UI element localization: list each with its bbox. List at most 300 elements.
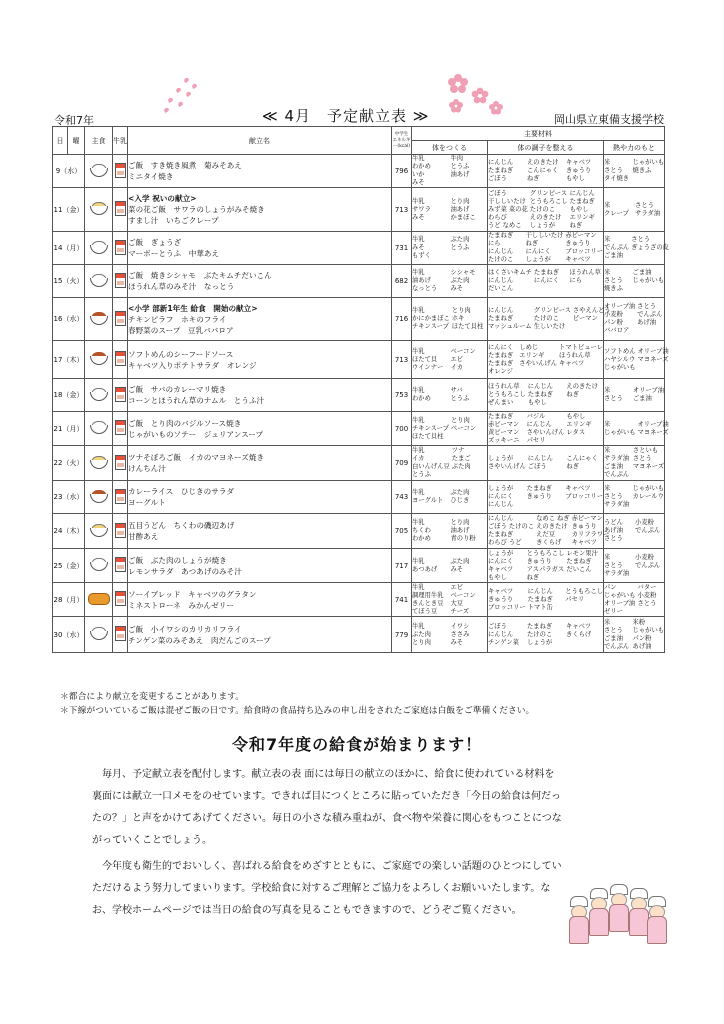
milk-carton-icon bbox=[115, 626, 126, 641]
ingredient: キャベツ bbox=[566, 622, 592, 630]
ingredient: ごぼう bbox=[488, 175, 507, 182]
ingredient: ぶた肉 bbox=[450, 236, 470, 243]
col-condition: 体の調子を整える bbox=[488, 141, 604, 155]
milk-carton-icon bbox=[115, 387, 126, 402]
ingredient: さやいんげん bbox=[488, 463, 526, 470]
menu-item: カレーライス ひじきのサラダ bbox=[128, 487, 234, 496]
ingredient: えのきたけ bbox=[566, 383, 598, 390]
ingredient: 油あげ bbox=[412, 277, 431, 284]
page-title: ≪ 4月 予定献立表 ≫ bbox=[262, 107, 430, 125]
ingredient: たまねぎ bbox=[533, 269, 560, 276]
ingredient: 白いんげん豆 bbox=[412, 463, 450, 470]
ingredient: ぶた肉 bbox=[451, 463, 471, 470]
ing-energy bbox=[604, 232, 669, 265]
ingredient: ソフトめん bbox=[604, 347, 636, 355]
ingredient: カレールウ bbox=[632, 493, 664, 500]
ingredient: にんにく bbox=[533, 277, 560, 284]
ingredient: キャベツ bbox=[565, 485, 591, 492]
message-body bbox=[92, 764, 562, 926]
ingredient: 焼きふ bbox=[604, 285, 623, 292]
ingredient: みそ bbox=[412, 179, 425, 186]
staple-icon-cell bbox=[85, 298, 113, 341]
ingredient: オリーブ油 bbox=[632, 387, 665, 394]
milk-carton-icon bbox=[115, 420, 126, 435]
ingredient: たまねぎ bbox=[488, 232, 514, 239]
menu-item: ソーイブレッド キャベツのグラタン bbox=[128, 589, 257, 599]
ingredient: サラダ油 bbox=[604, 501, 630, 508]
ingredient: 米 bbox=[604, 159, 611, 166]
ingredient: オリーブ油 bbox=[604, 303, 636, 310]
menu-item: ミニタイ焼き bbox=[128, 172, 174, 181]
ing-energy bbox=[604, 583, 665, 617]
milk-carton-icon bbox=[115, 455, 126, 470]
kcal-value: 713 bbox=[392, 341, 412, 379]
ing-body bbox=[412, 583, 488, 617]
ingredient: キャベツ bbox=[566, 159, 592, 166]
ingredient bbox=[633, 501, 664, 509]
menu-item: マーボーとうふ 中華あえ bbox=[128, 249, 220, 258]
ing-condition bbox=[488, 155, 604, 188]
menu-cell bbox=[128, 188, 392, 232]
ingredient: マヨネーズ bbox=[632, 463, 665, 470]
ingredient: みそ bbox=[412, 213, 425, 221]
kcal-value: 709 bbox=[392, 446, 412, 481]
ing-body bbox=[412, 298, 488, 341]
ingredient: さとう bbox=[637, 599, 657, 607]
menu-item: けんちん汁 bbox=[128, 464, 166, 473]
menu-item: すまし汁 いちごクレープ bbox=[128, 216, 219, 225]
ingredient: エリンギ bbox=[519, 351, 545, 359]
staple-icon-cell bbox=[85, 412, 113, 446]
kcal-value: 713 bbox=[392, 188, 412, 232]
ingredient: バジル bbox=[526, 412, 546, 420]
ingredient: イカ bbox=[412, 455, 425, 462]
footnote-1: ＊都合により献立を変更することがあります。 bbox=[60, 692, 245, 702]
ingredient: ねぎ bbox=[525, 240, 539, 247]
ingredient: もずく bbox=[412, 252, 431, 259]
ingredient: とり肉 bbox=[451, 307, 471, 314]
ingredient: パン bbox=[604, 583, 617, 591]
ingredient: ベーコン bbox=[450, 424, 477, 432]
menu-item: ご飯 とり肉のバジルソース焼き bbox=[128, 418, 242, 428]
col-body: 体をつくる bbox=[412, 141, 488, 155]
ingredient: 米 bbox=[604, 269, 611, 276]
ingredient: しょうが bbox=[529, 221, 555, 229]
ingredient: きんとき豆 bbox=[412, 599, 444, 607]
ingredient: ごま油 bbox=[632, 269, 652, 276]
ingredient: 米粉 bbox=[632, 618, 646, 626]
staple-icon-cell bbox=[85, 232, 113, 265]
ingredient: 赤ピーマン bbox=[571, 515, 603, 522]
staple-icon-cell bbox=[85, 549, 113, 583]
message-paragraph-2: 今年度も衛生的でおいしく、喜ばれる給食をめざすとともに、ご家庭での楽しい話題のひとつにしていただけるよう努力してまいります。学校給食に対するご理解とご協力をよろしくお願いいたします。なお、学校ホームページでは当日の給食の写真を見ることもできますので、どうぞご覧ください。 bbox=[92, 861, 562, 916]
col-staple: 主食 bbox=[85, 127, 113, 155]
ingredient: 牛乳 bbox=[412, 155, 425, 162]
ingredient: パン粉 bbox=[604, 319, 623, 326]
ingredient: たまねぎ bbox=[488, 412, 514, 420]
ingredient: じゃがいも bbox=[632, 626, 665, 634]
ing-condition bbox=[488, 188, 604, 232]
ingredient: 小麦粉 bbox=[637, 591, 657, 599]
ingredient: 牛乳 bbox=[412, 557, 425, 565]
ingredient: てぼう豆 bbox=[412, 607, 438, 615]
noodle-bowl-icon bbox=[89, 524, 109, 537]
ingredient: 米 bbox=[604, 236, 611, 243]
milk-icon-cell bbox=[113, 265, 128, 298]
ingredient: さとう bbox=[604, 561, 623, 569]
milk-icon-cell bbox=[113, 481, 128, 514]
menu-item: ご飯 ぶた肉のしょうが焼き bbox=[128, 555, 227, 565]
ing-condition bbox=[488, 583, 604, 617]
ing-energy bbox=[604, 265, 665, 298]
staple-icon-cell bbox=[85, 446, 113, 481]
noodle-bowl-icon bbox=[89, 456, 109, 469]
ingredient: うど なめこ bbox=[488, 221, 522, 229]
ingredient: わかめ bbox=[412, 535, 431, 542]
ingredient: えのきたけ bbox=[536, 523, 568, 530]
ing-body bbox=[412, 232, 488, 265]
ingredient: 油あげ bbox=[450, 171, 470, 178]
ing-condition bbox=[488, 298, 611, 341]
ingredient: さやえんどう bbox=[572, 307, 611, 314]
milk-carton-icon bbox=[115, 163, 126, 178]
ingredient: しょうが bbox=[488, 549, 514, 557]
ingredient: キャベツ bbox=[559, 359, 585, 367]
staple-icon-cell bbox=[85, 617, 113, 653]
ingredient: うどん bbox=[604, 519, 623, 526]
menu-item: ご飯 すき焼き風煮 菊みそあえ bbox=[128, 161, 242, 170]
menu-row bbox=[53, 514, 665, 549]
milk-icon-cell bbox=[113, 446, 128, 481]
kcal-value: 779 bbox=[392, 617, 412, 653]
ingredient bbox=[637, 364, 668, 372]
ing-energy bbox=[604, 514, 665, 549]
ingredient: じゃがいも bbox=[632, 159, 665, 166]
school-name: 岡山県立東備支援学校 bbox=[554, 113, 664, 126]
ingredient bbox=[451, 433, 487, 441]
menu-item: ミネストローネ みかんゼリー bbox=[128, 600, 234, 610]
ingredient: たまねぎ bbox=[526, 485, 552, 492]
ingredient: ババロア bbox=[604, 327, 630, 334]
ingredient: とうふ bbox=[412, 471, 431, 478]
rice-bowl-icon bbox=[89, 241, 109, 254]
ingredient: チキンスープ bbox=[412, 323, 449, 330]
ingredient bbox=[565, 604, 603, 612]
staff-person-icon bbox=[628, 888, 648, 934]
ing-body bbox=[412, 481, 488, 514]
ing-energy bbox=[604, 481, 665, 514]
ingredient: ブロッコリー bbox=[488, 603, 526, 611]
ingredient: とり肉 bbox=[412, 638, 431, 646]
ingredient bbox=[635, 570, 664, 578]
staff-person-icon bbox=[568, 896, 588, 942]
rice-bowl-icon bbox=[89, 274, 109, 287]
ingredient: 牛乳 bbox=[412, 519, 425, 526]
ingredient: きゅうり bbox=[571, 523, 597, 530]
ingredient: さとう bbox=[604, 277, 623, 284]
milk-icon-cell bbox=[113, 232, 128, 265]
ingredient bbox=[451, 252, 488, 260]
ing-energy bbox=[604, 298, 665, 341]
ingredient: ウインナー bbox=[412, 363, 444, 371]
ing-condition bbox=[488, 617, 604, 653]
ingredient: みそ bbox=[450, 638, 464, 646]
ingredient: ごぼう bbox=[488, 622, 507, 630]
ingredient: さとう bbox=[604, 493, 623, 500]
ingredient bbox=[633, 471, 664, 479]
ing-body bbox=[412, 412, 488, 446]
staff-person-icon bbox=[646, 896, 666, 942]
menu-cell bbox=[128, 341, 392, 379]
milk-carton-icon bbox=[115, 591, 126, 606]
ing-condition bbox=[488, 514, 610, 549]
ingredient: しょうが bbox=[525, 256, 551, 263]
menu-item: キャベツ入りポテトサラダ オレンジ bbox=[128, 360, 257, 370]
ingredient: サラダ油 bbox=[604, 455, 630, 462]
ingredient: キャベツ bbox=[565, 256, 591, 263]
row-date: 17（木） bbox=[53, 341, 85, 379]
ingredient: にんじん bbox=[488, 630, 514, 638]
ing-condition bbox=[488, 412, 604, 446]
ingredient: でんぷん bbox=[604, 244, 630, 251]
ingredient: ささみ bbox=[450, 630, 470, 638]
ingredient: なめこ ねぎ bbox=[536, 515, 570, 522]
ingredient: じゃがいも bbox=[604, 428, 636, 436]
row-date: 9（水） bbox=[53, 155, 85, 188]
ingredient: さやいんげん bbox=[519, 359, 558, 367]
rice-bowl-icon bbox=[89, 627, 109, 640]
menu-row bbox=[53, 412, 665, 446]
ingredient: 牛乳 bbox=[412, 236, 425, 243]
ingredient: たまねぎ bbox=[488, 531, 514, 538]
ing-body bbox=[412, 617, 488, 653]
ingredient: にんじん bbox=[527, 587, 553, 595]
ingredient: ねぎ bbox=[527, 175, 540, 182]
milk-icon-cell bbox=[113, 412, 128, 446]
menu-item: ツナそぼろご飯 イカのマヨネーズ焼き bbox=[128, 453, 265, 462]
ingredient bbox=[631, 252, 669, 260]
ing-body bbox=[412, 446, 488, 481]
row-date: 11（金） bbox=[53, 188, 85, 232]
ingredient: かまぼこ bbox=[450, 213, 476, 221]
ing-condition bbox=[488, 265, 604, 298]
col-milk: 牛乳 bbox=[113, 127, 128, 155]
milk-carton-icon bbox=[115, 523, 126, 538]
ingredient: 干ししいたけ bbox=[525, 232, 564, 239]
ingredient: さとう bbox=[637, 303, 657, 310]
ingredient: あげ油 bbox=[637, 319, 657, 326]
staple-icon-cell bbox=[85, 341, 113, 379]
kcal-value: 741 bbox=[392, 583, 412, 617]
ingredient: きゅうり bbox=[526, 557, 552, 565]
ing-body bbox=[412, 514, 488, 549]
col-day: 日 bbox=[53, 127, 68, 155]
milk-icon-cell bbox=[113, 155, 128, 188]
ingredient: でんぷん bbox=[604, 471, 630, 478]
ingredient bbox=[565, 501, 603, 509]
ingredient: でんぷん bbox=[604, 642, 630, 650]
menu-item: ソフトめんのシーフードソース bbox=[128, 349, 234, 359]
milk-carton-icon bbox=[115, 311, 126, 326]
ingredient: ひじき bbox=[450, 497, 470, 504]
staff-person-icon bbox=[608, 884, 628, 930]
ingredient: ごま油 bbox=[632, 395, 652, 402]
milk-icon-cell bbox=[113, 617, 128, 653]
milk-carton-icon bbox=[115, 273, 126, 288]
ingredient: 牛肉 bbox=[450, 155, 464, 162]
era-label: 令和7年 bbox=[54, 114, 94, 127]
ingredient: みそ bbox=[412, 244, 425, 251]
curry-plate-icon bbox=[89, 490, 109, 503]
milk-icon-cell bbox=[113, 188, 128, 232]
ingredient: さとう bbox=[635, 201, 654, 209]
milk-icon-cell bbox=[113, 549, 128, 583]
ingredient: たまご bbox=[451, 455, 471, 462]
message-title: 令和7年度の給食が始まります！ bbox=[232, 735, 483, 754]
ingredient: オリーブ油 bbox=[637, 347, 669, 355]
ingredient: ハヤシルウ bbox=[604, 355, 636, 363]
kcal-value: 682 bbox=[392, 265, 412, 298]
ingredient: エビ bbox=[450, 355, 464, 363]
ingredient: エリンギ bbox=[566, 420, 592, 428]
ingredient: あげ油 bbox=[604, 527, 623, 534]
menu-item: <入学 祝いの献立> bbox=[128, 194, 197, 203]
ingredient: たまねぎ bbox=[566, 557, 592, 565]
ingredient: ちくわ bbox=[412, 527, 431, 534]
ingredient: じゃがいも bbox=[604, 591, 636, 599]
staple-icon-cell bbox=[85, 155, 113, 188]
ingredient: 小麦粉 bbox=[604, 311, 623, 318]
menu-row bbox=[53, 549, 665, 583]
ingredient: にんにく bbox=[488, 493, 514, 500]
ingredient: 調理用牛乳 bbox=[412, 591, 444, 599]
ingredient: ズッキーニ bbox=[488, 436, 520, 444]
ingredient: 油あげ bbox=[450, 205, 470, 213]
ing-body bbox=[412, 341, 488, 379]
ingredient: ねぎ bbox=[526, 573, 540, 581]
curry-plate-icon bbox=[89, 352, 109, 365]
ingredient: 小麦粉 bbox=[635, 553, 654, 561]
ingredient: たけのこ bbox=[488, 256, 514, 263]
message-paragraph-1: 毎月、予定献立表を配付します。献立表の表 面には毎日の献立のほかに、給食に使われている材料を裏面には献立一口メモをのせています。できれば目につくところに貼っていただき「今日の給食は何だったの？」と声をかけてあげてください。毎日の小さな積み重ねが、食べ物や栄養に関心をもつことにつながっていくことでしょう。 bbox=[92, 769, 562, 846]
ingredient: 焼きふ bbox=[632, 167, 652, 174]
ingredient: えだ豆 bbox=[536, 531, 555, 538]
col-menu: 献立名 bbox=[128, 127, 392, 155]
ingredient: ベーコン bbox=[450, 591, 476, 599]
milk-icon-cell bbox=[113, 583, 128, 617]
ingredient: にんにく bbox=[525, 248, 551, 255]
ingredient: オリーブ油 bbox=[637, 420, 669, 428]
ingredient: とり肉 bbox=[450, 519, 470, 526]
ingredient: ぶた肉 bbox=[450, 557, 470, 565]
ingredient: こんにゃく bbox=[527, 167, 559, 174]
ingredient: 米 bbox=[604, 387, 611, 394]
ingredient: グリンピース bbox=[529, 189, 568, 197]
ing-energy bbox=[604, 549, 665, 583]
row-date: 30（水） bbox=[53, 617, 85, 653]
footnote-2: ＊下線がついているご飯は混ぜご飯の日です。給食時の食品持ち込みの申し出をされたご家庭は白飯をご準備ください。 bbox=[60, 706, 535, 716]
rice-bowl-icon bbox=[89, 388, 109, 401]
ingredient: にんにく bbox=[488, 557, 514, 565]
ing-body bbox=[412, 265, 488, 298]
ingredient: じゃがいも bbox=[632, 277, 665, 284]
rice-bowl-icon bbox=[89, 421, 109, 434]
menu-item: ヨーグルト bbox=[128, 498, 166, 507]
staple-icon-cell bbox=[85, 379, 113, 412]
ingredient bbox=[637, 608, 664, 616]
kcal-value: 743 bbox=[392, 481, 412, 514]
ingredient: ねぎ bbox=[566, 463, 579, 470]
ingredient: はくさいキムチ bbox=[488, 269, 532, 276]
menu-item: レモンサラダ あつあげのみそ汁 bbox=[128, 566, 242, 576]
milk-carton-icon bbox=[115, 489, 126, 504]
ingredient: もやし bbox=[488, 573, 507, 581]
ing-energy bbox=[604, 412, 669, 446]
ingredient: とうもろこし bbox=[526, 549, 565, 557]
ingredient: もやし bbox=[527, 399, 547, 406]
ingredient: みそ bbox=[450, 565, 464, 573]
staple-icon-cell bbox=[85, 514, 113, 549]
ingredient: 米 bbox=[604, 553, 611, 561]
menu-cell bbox=[128, 412, 392, 446]
ingredient: じゃがいも bbox=[632, 485, 665, 492]
ingredient: もやし bbox=[566, 175, 585, 182]
ingredient: パセリ bbox=[565, 595, 585, 603]
ingredient: たまねぎ bbox=[488, 351, 514, 359]
ingredient: グリンピース bbox=[533, 307, 571, 314]
milk-carton-icon bbox=[115, 240, 126, 255]
ing-body bbox=[412, 155, 488, 188]
ing-energy bbox=[604, 155, 665, 188]
ingredient: パセリ bbox=[526, 436, 546, 444]
row-date: 25（金） bbox=[53, 549, 85, 583]
ingredient: ごま油 bbox=[604, 634, 623, 642]
milk-icon-cell bbox=[113, 341, 128, 379]
ingredient: たまねぎ bbox=[569, 197, 595, 205]
kcal-value: 716 bbox=[392, 298, 412, 341]
ingredient: なっとう bbox=[412, 285, 438, 292]
ingredient: ねぎ bbox=[566, 391, 579, 398]
ingredient: レタス bbox=[566, 428, 586, 436]
staple-icon-cell bbox=[85, 188, 113, 232]
ingredient: ぶた肉 bbox=[450, 489, 470, 496]
ingredient: とうふ bbox=[450, 244, 470, 251]
ingredient bbox=[566, 639, 603, 647]
ingredient: わらび うど bbox=[488, 539, 522, 546]
ingredient: ごま油 bbox=[604, 463, 623, 470]
ingredient: さやいんげん bbox=[526, 428, 565, 436]
ingredient: オリーブ油 bbox=[604, 599, 636, 607]
ingredient: さとう bbox=[604, 167, 623, 174]
ingredient bbox=[534, 285, 568, 293]
menu-cell bbox=[128, 481, 392, 514]
ingredient: ほうれん草 bbox=[569, 269, 601, 276]
ingredient: にら bbox=[488, 240, 501, 247]
milk-icon-cell bbox=[113, 379, 128, 412]
ingredient: パン粉 bbox=[632, 634, 652, 642]
menu-cell bbox=[128, 265, 392, 298]
ingredient: トマトピューレ bbox=[559, 343, 603, 351]
noodle-bowl-icon bbox=[89, 202, 109, 215]
ingredient bbox=[519, 368, 557, 376]
ingredient: ねぎ bbox=[569, 221, 583, 229]
milk-icon-cell bbox=[113, 298, 128, 341]
ingredient: オレンジ bbox=[488, 367, 513, 375]
ingredient: 牛乳 bbox=[412, 416, 425, 424]
ingredient: ほうれん草 bbox=[488, 383, 520, 390]
petals-decoration bbox=[162, 76, 202, 116]
ing-condition bbox=[488, 232, 604, 265]
